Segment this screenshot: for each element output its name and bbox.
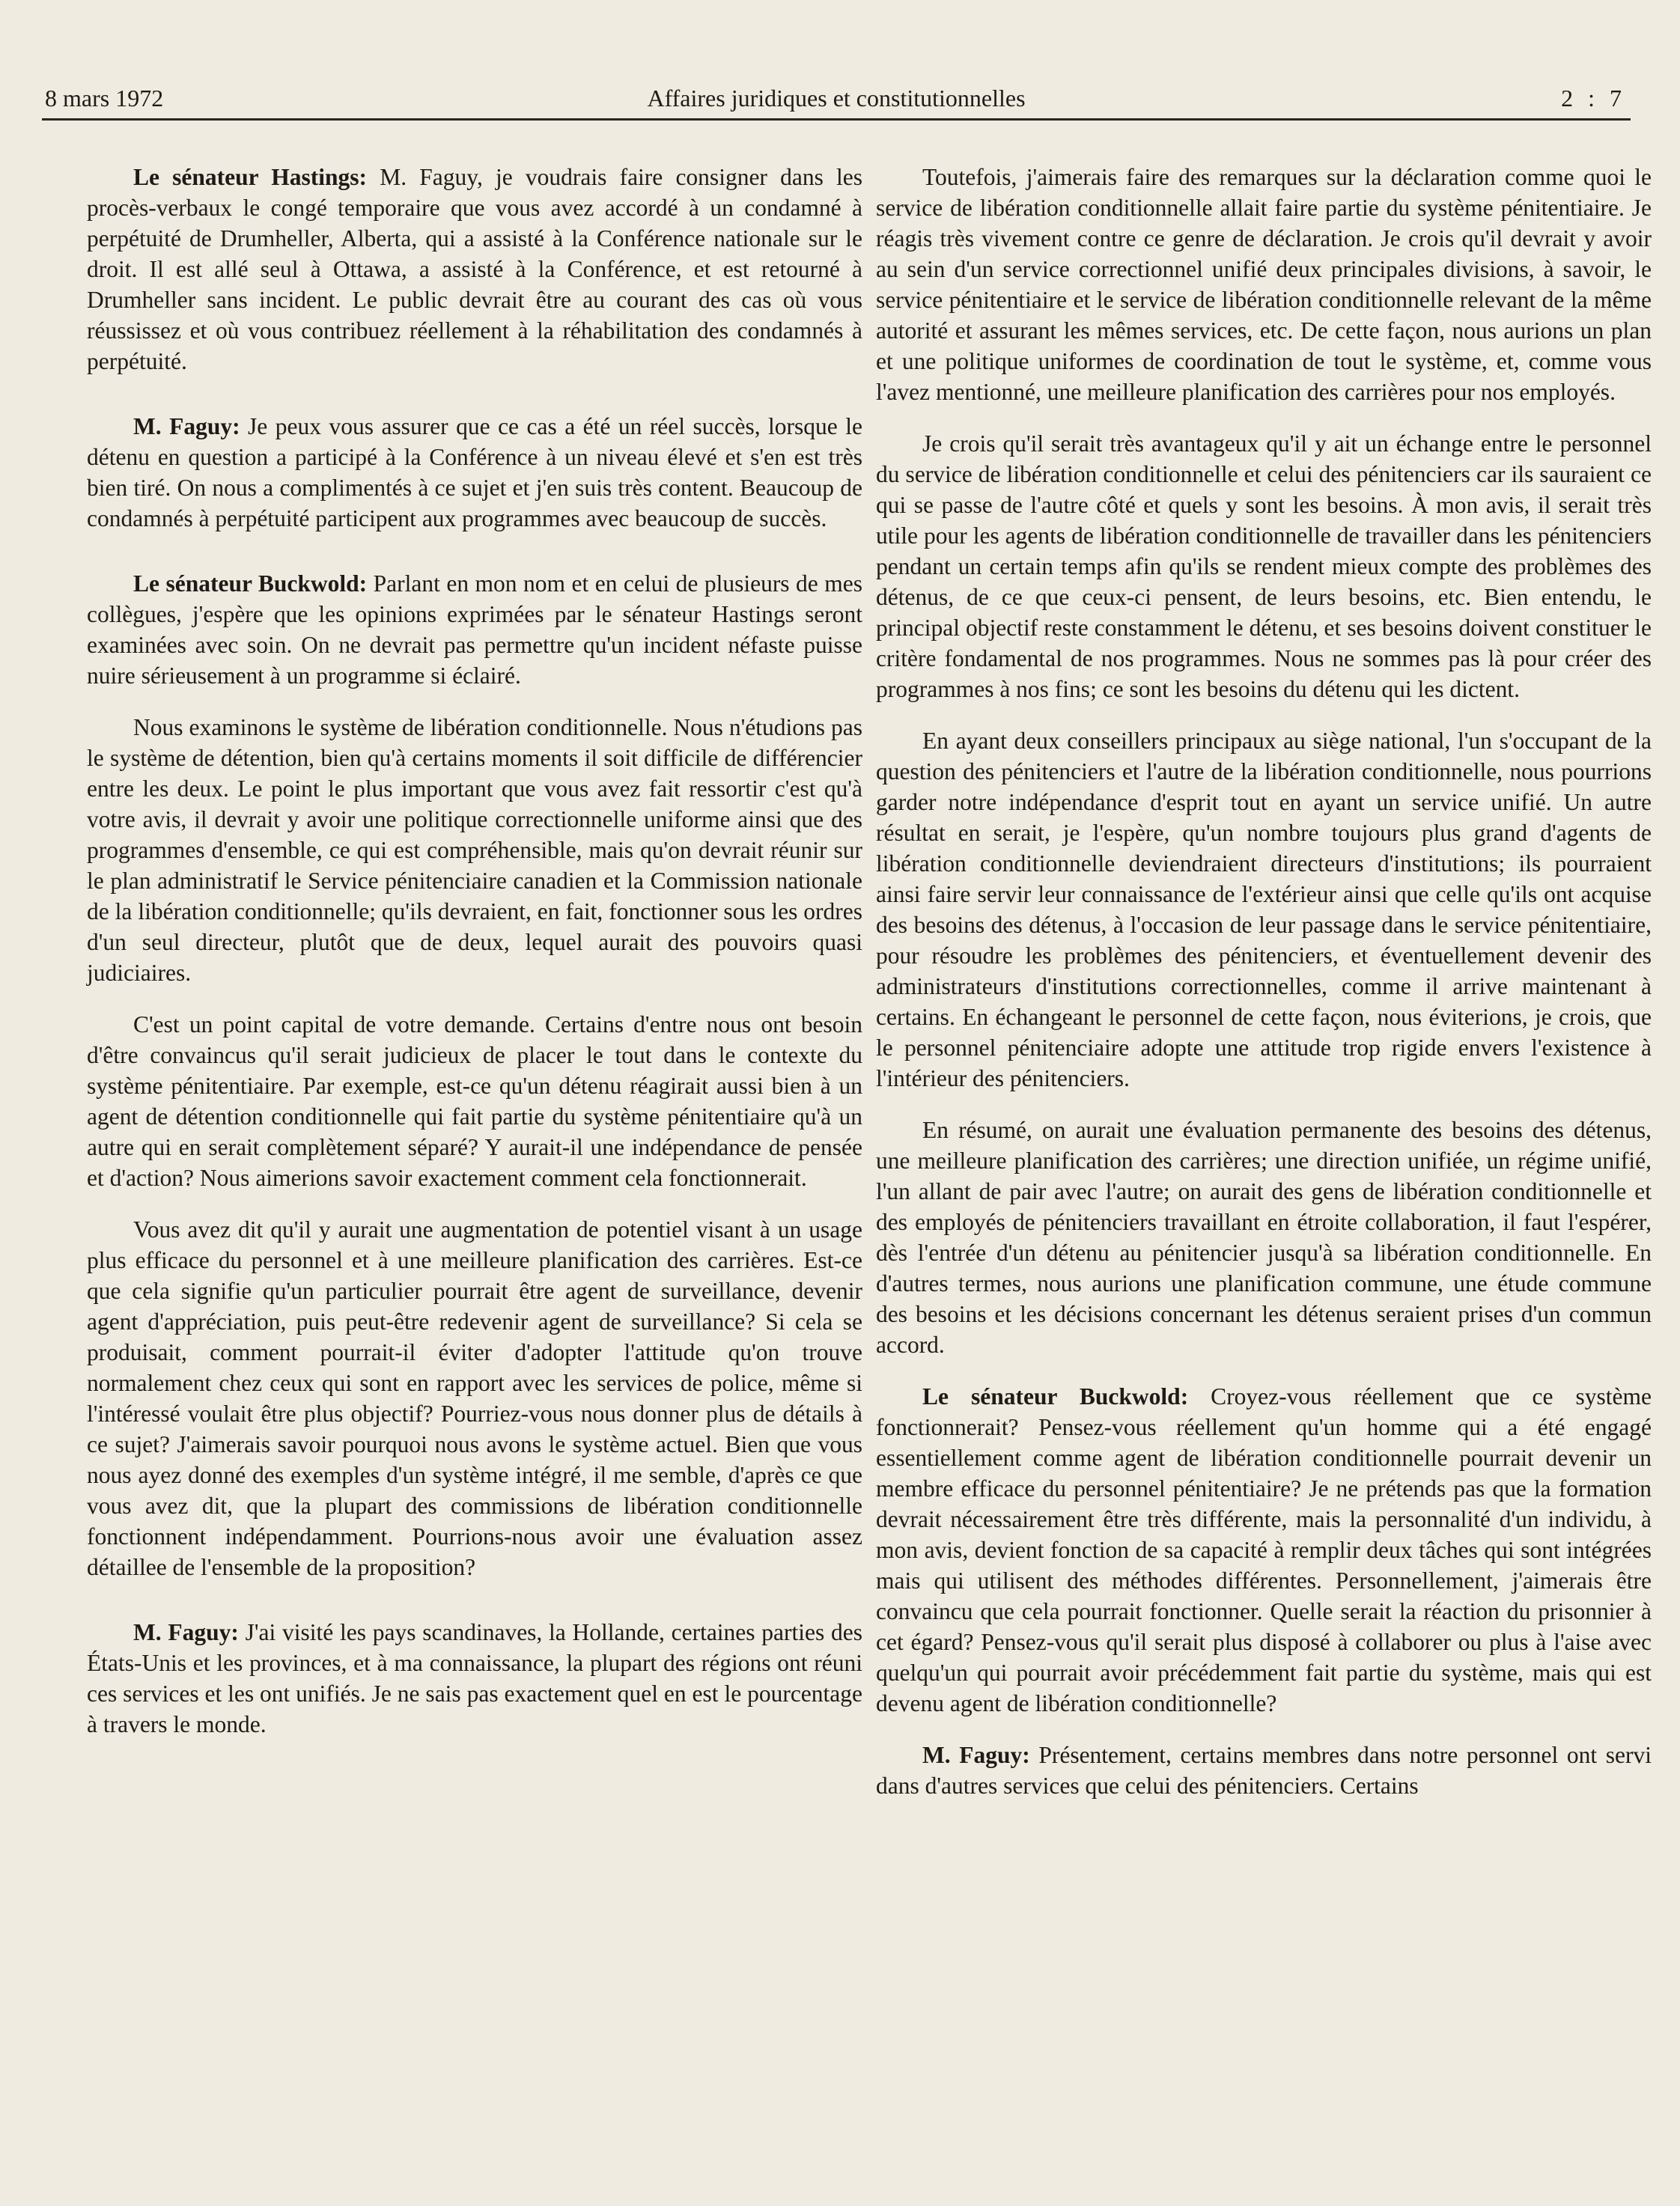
left-column [87,162,862,1761]
paragraph [87,1617,862,1740]
paragraph-text: Croyez-vous réellement que ce système fonctionnerait? Pensez-vous réellement qu'un homme qui a été engagé essentiellement comme agent de libération conditionnelle pourrait devenir un membre efficace du personnel pénitentiaire? Je ne prétends pas que la formation devrait nécessairement être très différente, mais la personnalité d'un individu, à mon avis, devient fonction de sa capacité à remplir deux tâches qui sont intégrées mais qui utilisent des méthodes différentes. Personnellement, j'aimerais être convaincu que cela pourrait fonctionner. Quelle serait la réaction du prisonnier à cet égard? Pensez-vous qu'il serait plus disposé à collaborer ou plus à l'aise avec quelqu'un qui pourrait avoir précédemment fait partie du système, mais qui est devenu agent de libération conditionnelle? [876,1383,1652,1716]
paragraph [87,568,862,691]
paragraph-text: M. Faguy, je voudrais faire consigner dans les procès-verbaux le congé temporaire que vous avez accordé à un condamné à perpétuité de Drumheller, Alberta, qui a assisté à la Conférence nationale sur le droit. Il est allé seul à Ottawa, a assisté à la Conférence, et est retourné à Drumheller sans incident. Le public devrait être au courant des cas où vous réussissez et où vous contribuez réellement à la réhabilitation des condamnés à perpétuité. [87,164,862,374]
paragraph-text: Je peux vous assurer que ce cas a été un réel succès, lorsque le détenu en question a participé à la Conférence à un niveau élevé et s'en est très bien tiré. On nous a complimentés à ce sujet et j'en suis très content. Beaucoup de condamnés à perpétuité participent aux programmes avec beaucoup de succès. [87,413,862,531]
paragraph-text: Nous examinons le système de libération conditionnelle. Nous n'étudions pas le système de détention, bien qu'à certains moments il soit difficile de différencier entre les deux. Le point le plus important que vous avez fait ressortir c'est qu'à votre avis, il devrait y avoir une politique correctionnelle uniforme ainsi que des programmes d'ensemble, ce qui est compréhensible, mais qu'on devrait réunir sur le plan administratif le Service pénitenciaire canadien et la Commission nationale de la libération conditionnelle; qu'ils devraient, en fait, fonctionner sous les ordres d'un seul directeur, plutôt que de deux, lequel aurait des pouvoirs quasi judiciaires. [87,714,862,986]
paragraph [876,428,1652,704]
speaker-name: M. Faguy: [133,413,240,439]
speaker-name: Le sénateur Hastings: [133,164,368,190]
paragraph-text: Je crois qu'il serait très avantageux qu'il y ait un échange entre le personnel du service de libération conditionnelle et celui des pénitenciers car ils sauraient ce qui se passe de l'autre côté et quels y sont les besoins. À mon avis, il serait très utile pour les agents de libération conditionnelle de travailler dans les pénitenciers pendant un certain temps afin qu'ils se rendent mieux compte des problèmes des détenus, de ce que ceux-ci pensent, de leurs besoins, etc. Bien entendu, le principal objectif reste constamment le détenu, et ses besoins doivent constituer le critère fondamental de nos programmes. Nous ne sommes pas là pour créer des programmes à nos fins; ce sont les besoins du détenu qui les dictent. [876,430,1652,702]
paragraph [876,1381,1652,1719]
paragraph [87,1214,862,1582]
paragraph [876,162,1652,407]
paragraph-text: Présentement, certains membres dans notre personnel ont servi dans d'autres services que celui des pénitenciers. Certains [876,1742,1652,1799]
paragraph [87,162,862,377]
paragraph-text: En ayant deux conseillers principaux au siège national, l'un s'occupant de la question des pénitenciers et l'autre de la libération conditionnelle, nous pourrions garder notre indépendance d'esprit tout en ayant un service unifié. Un autre résultat en serait, je l'espère, qu'un nombre toujours plus grand d'agents de libération conditionnelle deviendraient directeurs d'institutions; ils pourraient ainsi faire servir leur connaissance de l'extérieur ainsi que celle qu'ils ont acquise des besoins des détenus, à l'occasion de leur passage dans le service pénitentiaire, pour résoudre les problèmes des pénitenciers, et éventuellement devenir des administrateurs d'institutions correctionnelles, comme il arrive maintenant à certains. En échangeant le personnel de cette façon, nous éviterions, je crois, que le personnel pénitenciaire adopte une attitude trop rigide envers l'existence à l'intérieur des pénitenciers. [876,728,1652,1091]
speaker-name: M. Faguy: [133,1619,239,1645]
header-date: 8 mars 1972 [45,85,164,112]
header-title: Affaires juridiques et constitutionnelles [647,85,1026,112]
paragraph-text: C'est un point capital de votre demande. Certains d'entre nous ont besoin d'être convaincus qu'il serait judicieux de placer le tout dans le contexte du système pénitentiaire. Par exemple, est-ce qu'un détenu réagirait aussi bien à un agent de détention conditionnelle qui fait partie du système pénitentiaire qu'à un autre qui en serait complètement séparé? Y aurait-il une indépendance de pensée et d'action? Nous aimerions savoir exactement comment cela fonctionnerait. [87,1011,862,1191]
paragraph-text: Parlant en mon nom et en celui de plusieurs de mes collègues, j'espère que les opinions exprimées par le sénateur Hastings seront examinées avec soin. On ne devrait pas permettre qu'un incident néfaste puisse nuire sérieusement à un programme si éclairé. [87,570,862,689]
speaker-name: Le sénateur Buckwold: [133,570,368,597]
paragraph [87,411,862,534]
paragraph-text: Vous avez dit qu'il y aurait une augmentation de potentiel visant à un usage plus efficace du personnel et à une meilleure planification des carrières. Est-ce que cela signifie qu'un particulier pourrait être agent de surveillance, devenir agent d'appréciation, puis peut-être redevenir agent de surveillance? Si cela se produisait, comment pourrait-il éviter d'adopter l'attitude qu'on trouve normalement chez ceux qui sont en rapport avec les services de police, même si l'intéressé voulait être plus objectif? Pourriez-vous nous donner plus de détails à ce sujet? J'aimerais savoir pourquoi nous avons le système actuel. Bien que vous nous ayez donné des exemples d'un système intégré, il me semble, d'après ce que vous avez dit, que la plupart des commissions de libération conditionnelle fonctionnent indépendamment. Pourrions-nous avoir une évaluation assez détaillee de l'ensemble de la proposition? [87,1216,862,1580]
paragraph-text: J'ai visité les pays scandinaves, la Hollande, certaines parties des États-Unis et les provinces, et à ma connaissance, la plupart des régions ont réuni ces services et les ont unifiés. Je ne sais pas exactement quel en est le pourcentage à travers le monde. [87,1619,862,1737]
speaker-name: Le sénateur Buckwold: [922,1383,1189,1410]
paragraph [876,1740,1652,1801]
right-column [876,162,1652,1822]
paragraph [87,1009,862,1193]
paragraph [876,1115,1652,1360]
paragraph-text: En résumé, on aurait une évaluation permanente des besoins des détenus, une meilleure planification des carrières; une direction unifiée, un régime unifié, l'un allant de pair avec l'autre; on aurait des gens de libération conditionnelle et des employés de pénitenciers travaillant en étroite collaboration, il faut l'espérer, dès l'entrée d'un détenu au pénitencier jusqu'à sa libération conditionnelle. En d'autres termes, nous aurions une planification commune, une étude commune des besoins et les décisions concernant les détenus seraient prises d'un commun accord. [876,1117,1652,1358]
paragraph [876,725,1652,1094]
paragraph-text: Toutefois, j'aimerais faire des remarques sur la déclaration comme quoi le service de libération conditionnelle allait faire partie du système pénitentiaire. Je réagis très vivement contre ce genre de déclaration. Je crois qu'il devrait y avoir au sein d'un service correctionnel unifié deux principales divisions, à savoir, le service pénitentiaire et le service de libération conditionnelle relevant de la même autorité et assurant les mêmes services, etc. De cette façon, nous aurions un plan et une politique uniformes de coordination de tout le système, et, comme vous l'avez mentionné, une meilleure planification des carrières pour nos employés. [876,164,1652,405]
speaker-name: M. Faguy: [922,1742,1030,1768]
paragraph [87,712,862,988]
header-page-number: 2 : 7 [1561,85,1626,112]
running-header [42,79,1631,121]
